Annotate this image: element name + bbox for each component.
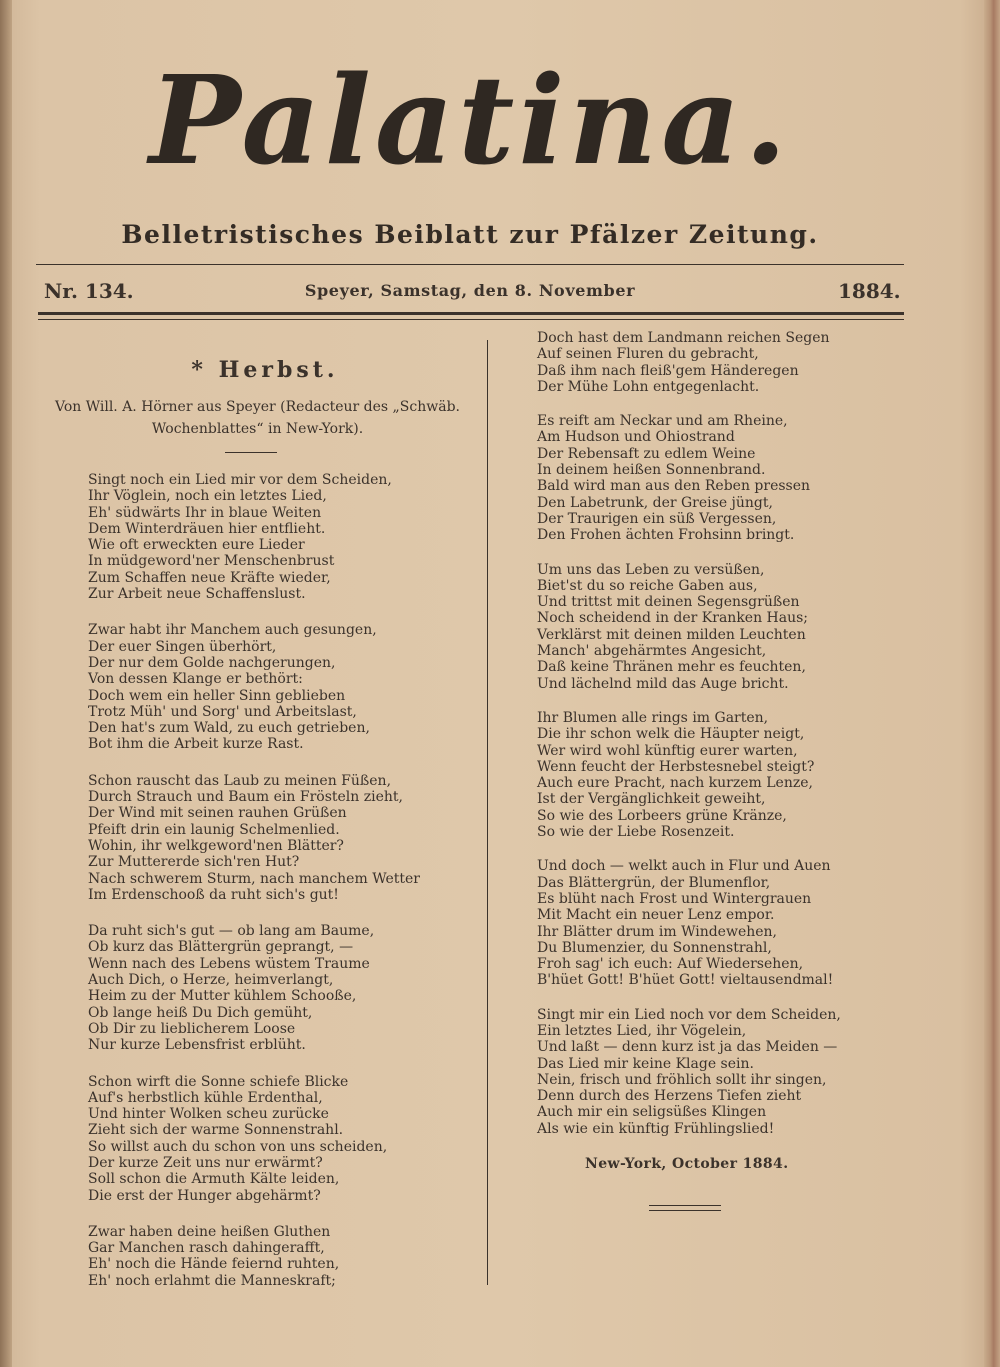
poem-line: Zur Muttererde sich'ren Hut? xyxy=(88,854,300,871)
header-thick-rule xyxy=(38,312,904,315)
stanza xyxy=(88,773,468,903)
byline-line: Wochenblattes“ in New-York). xyxy=(151,421,364,437)
poem-line: Der Wind mit seinen rauhen Grüßen xyxy=(88,805,347,822)
poem-line: Eh' noch erlahmt die Manneskraft; xyxy=(88,1272,336,1289)
page-right-edge xyxy=(984,0,1000,1367)
stanza xyxy=(88,622,468,752)
poem-line: Den Frohen ächten Frohsinn bringt. xyxy=(537,527,795,544)
poem-line: In müdgeword'ner Menschenbrust xyxy=(88,553,335,570)
poem-line: Ob Dir zu lieblicherem Loose xyxy=(88,1020,296,1037)
poem-line: Auf seinen Fluren du gebracht, xyxy=(537,346,759,363)
poem-line: Bald wird man aus den Reben pressen xyxy=(537,478,811,495)
stanza xyxy=(537,413,917,543)
poem-line: Gar Manchen rasch dahingerafft, xyxy=(88,1240,325,1257)
poem-line: Die erst der Hunger abgehärmt? xyxy=(88,1187,321,1204)
poem-line: Trotz Müh' und Sorg' und Arbeitslast, xyxy=(88,703,357,720)
stanza xyxy=(537,1007,917,1137)
poem-line: In deinem heißen Sonnenbrand. xyxy=(537,462,766,479)
poem-line: Auf's herbstlich kühle Erdenthal, xyxy=(88,1089,323,1106)
poem-line: Und hinter Wolken scheu zurücke xyxy=(88,1106,329,1123)
header-top-rule xyxy=(36,264,904,265)
poem-line: Singt mir ein Lied noch vor dem Scheiden, xyxy=(537,1006,841,1023)
poem-line: So wie des Lorbeers grüne Kränze, xyxy=(537,807,787,824)
poem-line: Schon rauscht das Laub zu meinen Füßen, xyxy=(88,772,392,789)
stanza xyxy=(88,472,468,602)
poem-line: Denn durch des Herzens Tiefen zieht xyxy=(537,1088,802,1105)
poem-line: So wie der Liebe Rosenzeit. xyxy=(537,824,735,841)
poem-line: Das Lied mir keine Klage sein. xyxy=(537,1055,754,1072)
poem-line: Der euer Singen überhört, xyxy=(88,638,277,655)
poem-line: Auch Dich, o Herze, heimverlangt, xyxy=(88,972,334,989)
poem-title: * Herbst. xyxy=(191,357,339,383)
poem-line: Auch eure Pracht, nach kurzem Lenze, xyxy=(537,775,813,792)
stanza xyxy=(88,1224,468,1289)
poem-line: Wie oft erweckten eure Lieder xyxy=(88,537,305,554)
poem-line: Eh' südwärts Ihr in blaue Weiten xyxy=(88,504,322,521)
poem-line: Die ihr schon welk die Häupter neigt, xyxy=(537,726,805,743)
right-column xyxy=(537,330,917,1211)
poem-line: So willst auch du schon von uns scheiden, xyxy=(88,1138,388,1155)
stanza xyxy=(537,330,917,395)
end-rule xyxy=(649,1205,721,1211)
poem-line: Froh sag' ich euch: Auf Wiedersehen, xyxy=(537,956,804,973)
poem-line: Nur kurze Lebensfrist erblüht. xyxy=(88,1037,306,1054)
dateline: Speyer, Samstag, den 8. November xyxy=(304,281,636,300)
poem-line: Noch scheidend in der Kranken Haus; xyxy=(537,610,809,627)
poem-line: Zwar haben deine heißen Gluthen xyxy=(88,1223,331,1240)
poem-line: Zum Schaffen neue Kräfte wieder, xyxy=(88,569,331,586)
poem-line: Ein letztes Lied, ihr Vögelein, xyxy=(537,1022,747,1039)
poem-line: Ob kurz das Blättergrün geprangt, — xyxy=(88,939,354,956)
poem-line: Und doch — welkt auch in Flur und Auen xyxy=(537,858,831,875)
poem-line: Zwar habt ihr Manchem auch gesungen, xyxy=(88,622,377,639)
poem-line: Du Blumenzier, du Sonnenstrahl, xyxy=(537,939,772,956)
poem-line: Durch Strauch und Baum ein Frösteln zieht, xyxy=(88,789,403,806)
page-binding-edge xyxy=(0,0,12,1367)
stanza xyxy=(537,562,917,692)
poem-line: Nein, frisch und fröhlich sollt ihr singen, xyxy=(537,1071,827,1088)
stanza xyxy=(88,1074,468,1204)
poem-line: Ist der Vergänglichkeit geweiht, xyxy=(537,791,766,808)
poem-line: Als wie ein künftig Frühlingslied! xyxy=(537,1120,775,1137)
stanza xyxy=(537,710,917,840)
poem-line: Der nur dem Golde nachgerungen, xyxy=(88,654,336,671)
poem-line: Und lächelnd mild das Auge bricht. xyxy=(537,675,789,692)
poem-line: Pfeift drin ein launig Schelmenlied. xyxy=(88,821,340,838)
poem-line: Wer wird wohl künftig eurer warten, xyxy=(537,742,798,759)
poem-line: Doch wem ein heller Sinn geblieben xyxy=(88,687,346,704)
poem-line: Von dessen Klange er bethört: xyxy=(88,671,303,688)
header-thin-rule xyxy=(38,319,904,320)
poem-line: Daß keine Thränen mehr es feuchten, xyxy=(537,659,806,676)
poem-line: Nach schwerem Sturm, nach manchem Wetter xyxy=(88,870,420,887)
poem-signature: New-York, October 1884. xyxy=(585,1156,789,1173)
column-divider xyxy=(487,340,488,1285)
poem-line: Doch hast dem Landmann reichen Segen xyxy=(537,330,830,346)
poem-line: Der Mühe Lohn entgegenlacht. xyxy=(537,378,760,395)
poem-line: Im Erdenschooß da ruht sich's gut! xyxy=(88,886,339,903)
poem-line: Eh' noch die Hände feiernd ruhten, xyxy=(88,1256,340,1273)
stanza xyxy=(88,923,468,1053)
poem-line: Zur Arbeit neue Schaffenslust. xyxy=(88,586,306,603)
poem-line: Manch' abgehärmtes Angesicht, xyxy=(537,643,767,660)
poem-line: Am Hudson und Ohiostrand xyxy=(537,429,735,446)
poem-line: Auch mir ein seligsüßes Klingen xyxy=(537,1104,767,1121)
poem-line: Da ruht sich's gut — ob lang am Baume, xyxy=(88,923,375,940)
poem-line: Verklärst mit deinen milden Leuchten xyxy=(537,626,806,643)
poem-line: Schon wirft die Sonne schiefe Blicke xyxy=(88,1073,349,1090)
poem-line: Der Traurigen ein süß Vergessen, xyxy=(537,510,777,527)
byline-line: Von Will. A. Hörner aus Speyer (Redacteur des „Schwäb. xyxy=(55,399,460,415)
poem-line: Der kurze Zeit uns nur erwärmt? xyxy=(88,1154,323,1171)
poem-line: Dem Winterdräuen hier entflieht. xyxy=(88,520,326,537)
poem-line: Bot ihm die Arbeit kurze Rast. xyxy=(88,736,304,753)
poem-line: Biet'st du so reiche Gaben aus, xyxy=(537,577,758,594)
poem-line: Es blüht nach Frost und Wintergrauen xyxy=(537,890,812,907)
poem-line: Daß ihm nach fleiß'gem Händeregen xyxy=(537,362,799,379)
poem-line: Singt noch ein Lied mir vor dem Scheiden, xyxy=(88,472,392,488)
poem-line: Wenn feucht der Herbstesnebel steigt? xyxy=(537,758,815,775)
poem-line: Soll schon die Armuth Kälte leiden, xyxy=(88,1171,340,1188)
poem-line: Den hat's zum Wald, zu euch getrieben, xyxy=(88,720,370,737)
poem-line: Ihr Blätter drum im Windewehen, xyxy=(537,923,778,940)
poem-line: Den Labetrunk, der Greise jüngt, xyxy=(537,494,773,511)
issue-number: Nr. 134. xyxy=(44,279,134,303)
poem-line: Das Blättergrün, der Blumenflor, xyxy=(537,874,771,891)
masthead-subtitle: Belletristisches Beiblatt zur Pfälzer Zeitung. xyxy=(121,220,819,249)
masthead-title: Palatina. xyxy=(149,48,791,192)
poem-line: Ihr Vöglein, noch ein letztes Lied, xyxy=(88,488,327,505)
poem-line: Wohin, ihr welkgeword'nen Blätter? xyxy=(88,837,344,854)
poem-line: Mit Macht ein neuer Lenz empor. xyxy=(537,907,775,924)
poem-line: Und laßt — denn kurz ist ja das Meiden — xyxy=(537,1039,838,1056)
poem-line: Es reift am Neckar und am Rheine, xyxy=(537,413,788,430)
poem-line: Wenn nach des Lebens wüstem Traume xyxy=(88,955,370,972)
left-column xyxy=(88,472,468,1309)
poem-line: Um uns das Leben zu versüßen, xyxy=(537,561,765,578)
poem-line: B'hüet Gott! B'hüet Gott! vieltausendmal! xyxy=(537,972,834,989)
right-column-stanzas xyxy=(537,330,917,1137)
poem-line: Ihr Blumen alle rings im Garten, xyxy=(537,709,769,726)
poem-line: Ob lange heiß Du Dich gemüht, xyxy=(88,1004,313,1021)
poem-line: Und trittst mit deinen Segensgrüßen xyxy=(537,594,800,611)
poem-line: Zieht sich der warme Sonnenstrahl. xyxy=(88,1122,344,1139)
issue-year: 1884. xyxy=(838,279,901,303)
stanza xyxy=(537,858,917,988)
poem-line: Heim zu der Mutter kühlem Schooße, xyxy=(88,988,357,1005)
byline-separator xyxy=(225,452,277,453)
poem-byline xyxy=(30,396,485,440)
poem-line: Der Rebensaft zu edlem Weine xyxy=(537,445,756,462)
